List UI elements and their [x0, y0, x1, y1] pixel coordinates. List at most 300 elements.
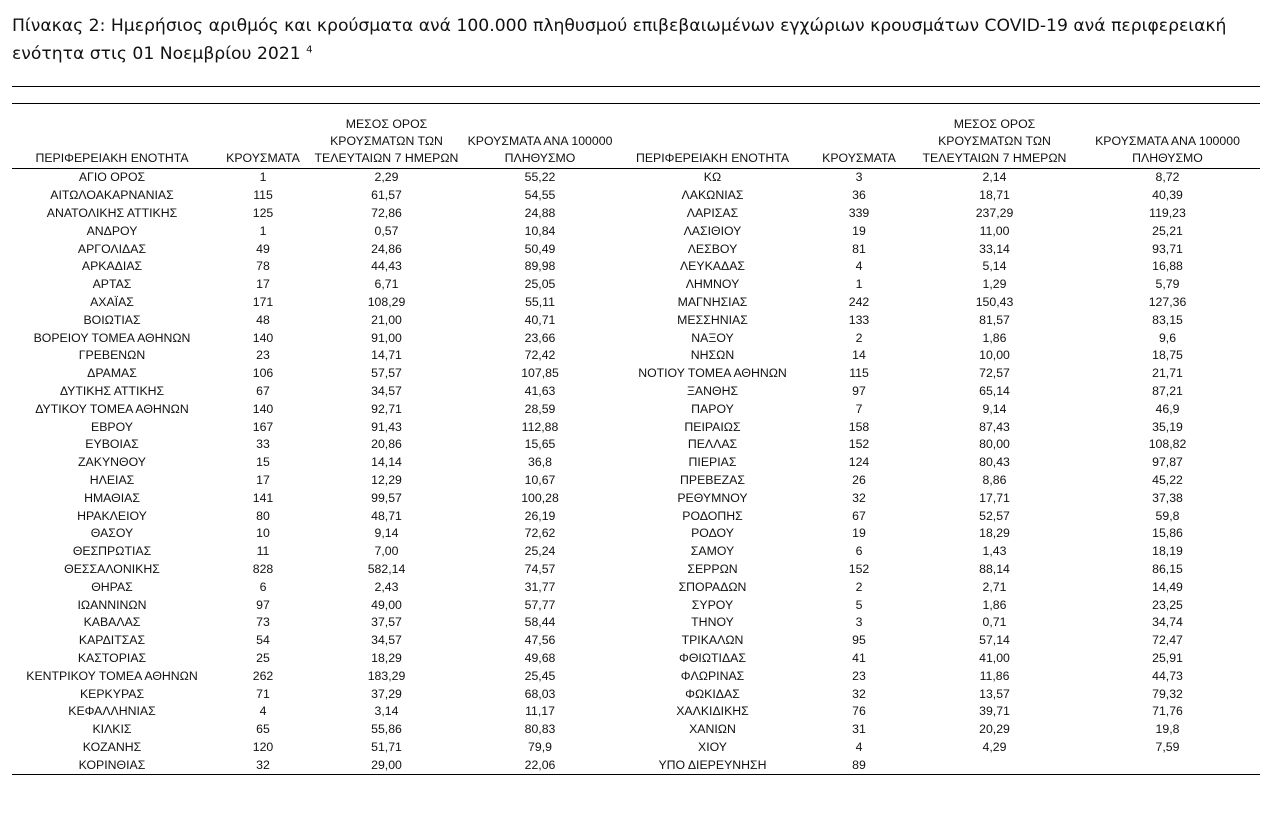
right-unit-cell: ΚΩ — [703, 170, 722, 185]
left-avg7-cell: 57,57 — [371, 366, 402, 381]
right-cases-cell: 32 — [852, 686, 866, 701]
left-unit-cell: ΑΝΑΤΟΛΙΚΗΣ ΑΤΤΙΚΗΣ — [46, 205, 178, 220]
left-per100k-cell: 89,98 — [524, 259, 556, 274]
caption-text: Πίνακας 2: Ημερήσιος αριθμός και κρούσματα ανά 100.000 πληθυσμού επιβεβαιωμένων εγχώριων κρουσμάτων COVID-19 ανά περιφερειακή ενότητα στις 01 Νοεμβρίου 2021 — [12, 16, 1227, 64]
left-cases-cell: 10 — [256, 526, 270, 541]
right-avg7-cell: 9,14 — [982, 401, 1007, 416]
right-avg7-cell: 20,29 — [979, 722, 1010, 737]
right-avg7-cell: 237,29 — [975, 205, 1014, 220]
right-unit-cell: ΣΥΡΟΥ — [691, 597, 734, 612]
left-cases-cell: 97 — [256, 597, 270, 612]
table-row — [12, 400, 1260, 418]
header-cases-right: ΚΡΟΥΣΜΑΤΑ — [822, 151, 896, 165]
right-unit-cell: ΝΗΣΩΝ — [690, 348, 735, 363]
left-cases-cell: 80 — [256, 508, 270, 523]
right-avg7-cell: 18,71 — [979, 188, 1010, 203]
left-per100k-cell: 40,71 — [524, 312, 556, 327]
right-avg7-cell: 88,14 — [979, 561, 1010, 576]
right-unit-cell: ΛΕΥΚΑΔΑΣ — [679, 259, 746, 274]
right-avg7-cell: 2,71 — [982, 579, 1007, 594]
left-unit-cell: ΘΕΣΣΑΛΟΝΙΚΗΣ — [64, 561, 160, 576]
right-unit-cell: ΡΟΔΟΥ — [691, 526, 734, 541]
left-per100k-cell: 10,67 — [524, 472, 556, 487]
footnote-marker: 4 — [306, 44, 313, 56]
right-cases-cell: 4 — [855, 739, 863, 754]
left-unit-cell: ΘΗΡΑΣ — [91, 579, 133, 594]
right-unit-cell: ΧΑΝΙΩΝ — [689, 722, 736, 737]
left-per100k-cell: 10,84 — [524, 223, 556, 238]
left-per100k-cell: 74,57 — [524, 561, 556, 576]
table-row — [12, 756, 1260, 774]
table-row — [12, 507, 1260, 525]
left-cases-cell: 11 — [256, 544, 270, 559]
right-cases-cell: 124 — [848, 455, 870, 470]
left-cases-cell: 120 — [252, 739, 274, 754]
right-unit-cell: ΛΑΣΙΘΙΟΥ — [683, 223, 742, 238]
right-per100k-cell: 108,82 — [1148, 437, 1187, 452]
right-unit-cell: ΤΗΝΟΥ — [691, 615, 734, 630]
top-rule — [12, 86, 1260, 87]
left-unit-cell: ΚΕΝΤΡΙΚΟΥ ΤΟΜΕΑ ΑΘΗΝΩΝ — [26, 668, 198, 683]
table-row — [12, 721, 1260, 739]
left-cases-cell: 71 — [256, 686, 270, 701]
right-per100k-cell: 97,87 — [1152, 455, 1183, 470]
right-cases-cell: 5 — [855, 597, 863, 612]
right-per100k-cell: 18,75 — [1152, 348, 1183, 363]
right-per100k-cell: 79,32 — [1152, 686, 1183, 701]
left-per100k-cell: 31,77 — [524, 579, 556, 594]
right-per100k-cell: 15,86 — [1152, 526, 1183, 541]
left-per100k-cell: 49,68 — [524, 650, 556, 665]
table-row — [12, 187, 1260, 205]
right-unit-cell: ΛΑΡΙΣΑΣ — [686, 205, 739, 220]
left-per100k-cell: 23,66 — [524, 330, 556, 345]
header-avg7-line: ΜΕΣΟΣ ΟΡΟΣ — [953, 117, 1036, 131]
right-avg7-cell: 18,29 — [979, 526, 1010, 541]
right-unit-cell: ΡΕΘΥΜΝΟΥ — [677, 490, 748, 505]
left-avg7-cell: 582,14 — [367, 561, 406, 576]
left-unit-cell: ΚΑΣΤΟΡΙΑΣ — [77, 650, 147, 665]
right-cases-cell: 6 — [855, 544, 863, 559]
left-per100k-cell: 28,59 — [524, 401, 556, 416]
left-avg7-cell: 37,29 — [371, 686, 402, 701]
left-cases-cell: 23 — [256, 348, 270, 363]
header-avg7-line: ΜΕΣΟΣ ΟΡΟΣ — [345, 117, 428, 131]
right-per100k-cell: 14,49 — [1152, 579, 1183, 594]
right-avg7-cell: 5,14 — [982, 259, 1007, 274]
left-unit-cell: ΑΡΓΟΛΙΔΑΣ — [77, 241, 147, 256]
right-unit-cell: ΤΡΙΚΑΛΩΝ — [681, 633, 744, 648]
header-per100k-line: ΚΡΟΥΣΜΑΤΑ ΑΝΑ 100000 — [1095, 134, 1240, 148]
left-avg7-cell: 29,00 — [371, 757, 402, 772]
right-unit-cell: ΜΑΓΝΗΣΙΑΣ — [677, 294, 748, 309]
left-avg7-cell: 7,00 — [374, 544, 399, 559]
right-cases-cell: 31 — [852, 722, 866, 737]
left-unit-cell: ΚΑΒΑΛΑΣ — [83, 615, 141, 630]
left-unit-cell: ΕΒΡΟΥ — [91, 419, 133, 434]
right-avg7-cell: 2,14 — [982, 170, 1007, 185]
left-avg7-cell: 9,14 — [374, 526, 399, 541]
right-cases-cell: 89 — [852, 757, 866, 772]
right-per100k-cell: 83,15 — [1152, 312, 1183, 327]
header-avg7-line: ΚΡΟΥΣΜΑΤΩΝ ΤΩΝ — [330, 134, 443, 148]
left-per100k-cell: 79,9 — [528, 739, 552, 754]
left-unit-cell: ΔΡΑΜΑΣ — [87, 366, 137, 381]
right-per100k-cell: 7,59 — [1155, 739, 1180, 754]
right-avg7-cell: 150,43 — [975, 294, 1014, 309]
left-cases-cell: 140 — [252, 401, 274, 416]
table-row — [12, 543, 1260, 561]
left-unit-cell: ΒΟΙΩΤΙΑΣ — [83, 312, 141, 327]
covid-cases-table — [12, 116, 1260, 775]
right-per100k-cell: 44,73 — [1152, 668, 1183, 683]
table-row — [12, 222, 1260, 240]
right-cases-cell: 2 — [855, 330, 863, 345]
left-per100k-cell: 57,77 — [524, 597, 556, 612]
right-per100k-cell: 45,22 — [1152, 472, 1183, 487]
table-row — [12, 685, 1260, 703]
left-avg7-cell: 72,86 — [371, 205, 402, 220]
right-per100k-cell: 5,79 — [1155, 277, 1180, 292]
left-avg7-cell: 3,14 — [374, 704, 399, 719]
left-avg7-cell: 108,29 — [367, 294, 406, 309]
right-unit-cell: ΣΑΜΟΥ — [690, 544, 735, 559]
table-row — [12, 347, 1260, 365]
left-per100k-cell: 25,05 — [524, 277, 556, 292]
right-avg7-cell: 39,71 — [979, 704, 1010, 719]
table-row — [12, 169, 1260, 187]
right-cases-cell: 19 — [852, 223, 866, 238]
right-per100k-cell: 9,6 — [1158, 330, 1177, 345]
right-avg7-cell: 0,71 — [982, 615, 1007, 630]
left-unit-cell: ΑΧΑΪΑΣ — [90, 294, 134, 309]
right-per100k-cell: 86,15 — [1152, 561, 1183, 576]
table-row — [12, 614, 1260, 632]
left-cases-cell: 1 — [259, 170, 267, 185]
table-row — [12, 294, 1260, 312]
table-row — [12, 311, 1260, 329]
right-avg7-cell: 1,86 — [982, 597, 1007, 612]
left-unit-cell: ΔΥΤΙΚΟΥ ΤΟΜΕΑ ΑΘΗΝΩΝ — [35, 401, 189, 416]
left-avg7-cell: 2,43 — [374, 579, 399, 594]
left-unit-cell: ΑΝΔΡΟΥ — [86, 223, 138, 238]
left-per100k-cell: 41,63 — [524, 383, 556, 398]
left-per100k-cell: 22,06 — [524, 757, 556, 772]
left-avg7-cell: 61,57 — [371, 188, 402, 203]
right-cases-cell: 3 — [855, 170, 863, 185]
left-per100k-cell: 47,56 — [524, 633, 556, 648]
header-unit-left: ΠΕΡΙΦΕΡΕΙΑΚΗ ΕΝΟΤΗΤΑ — [35, 151, 189, 165]
right-per100k-cell: 46,9 — [1155, 401, 1180, 416]
left-per100k-cell: 24,88 — [524, 205, 556, 220]
header-per100k-line: ΚΡΟΥΣΜΑΤΑ ΑΝΑ 100000 — [467, 134, 613, 148]
right-per100k-cell: 19,8 — [1155, 722, 1180, 737]
right-per100k-cell: 37,38 — [1152, 490, 1183, 505]
left-unit-cell: ΗΛΕΙΑΣ — [89, 472, 135, 487]
right-avg7-cell: 57,14 — [979, 633, 1010, 648]
right-avg7-cell: 4,29 — [982, 739, 1007, 754]
left-avg7-cell: 21,00 — [371, 312, 402, 327]
right-unit-cell: ΞΑΝΘΗΣ — [686, 383, 739, 398]
left-cases-cell: 1 — [259, 223, 267, 238]
left-cases-cell: 115 — [253, 188, 273, 203]
left-avg7-cell: 37,57 — [371, 615, 402, 630]
left-per100k-cell: 50,49 — [524, 241, 556, 256]
right-per100k-cell: 16,88 — [1152, 259, 1183, 274]
right-cases-cell: 97 — [852, 383, 866, 398]
right-per100k-cell: 25,21 — [1152, 223, 1183, 238]
header-avg7-right — [914, 116, 1075, 169]
table-row — [12, 276, 1260, 294]
right-unit-cell: ΝΟΤΙΟΥ ΤΟΜΕΑ ΑΘΗΝΩΝ — [638, 366, 787, 381]
right-avg7-cell: 10,00 — [979, 348, 1010, 363]
left-unit-cell: ΚΟΡΙΝΘΙΑΣ — [78, 757, 146, 772]
right-per100k-cell: 59,8 — [1155, 508, 1180, 523]
header-rule — [12, 103, 1260, 104]
left-per100k-cell: 36,8 — [528, 455, 552, 470]
right-cases-cell: 19 — [852, 526, 866, 541]
right-per100k-cell: 8,72 — [1155, 170, 1180, 185]
right-avg7-cell: 80,00 — [979, 437, 1010, 452]
right-avg7-cell: 52,57 — [979, 508, 1010, 523]
left-per100k-cell: 55,22 — [524, 170, 556, 185]
left-per100k-cell: 58,44 — [524, 615, 556, 630]
left-unit-cell: ΒΟΡΕΙΟΥ ΤΟΜΕΑ ΑΘΗΝΩΝ — [33, 330, 191, 345]
table-row — [12, 418, 1260, 436]
header-unit-right: ΠΕΡΙΦΕΡΕΙΑΚΗ ΕΝΟΤΗΤΑ — [635, 151, 790, 165]
right-unit-cell: ΣΕΡΡΩΝ — [687, 561, 738, 576]
right-cases-cell: 76 — [852, 704, 866, 719]
left-unit-cell: ΗΡΑΚΛΕΙΟΥ — [77, 508, 147, 523]
left-unit-cell: ΚΑΡΔΙΤΣΑΣ — [78, 633, 146, 648]
header-cases-left: ΚΡΟΥΣΜΑΤΑ — [226, 151, 300, 165]
left-unit-cell: ΖΑΚΥΝΘΟΥ — [78, 455, 146, 470]
header-avg7-line: ΤΕΛΕΥΤΑΙΩΝ 7 ΗΜΕΡΩΝ — [314, 151, 459, 165]
left-avg7-cell: 14,71 — [371, 348, 402, 363]
right-avg7-cell: 8,86 — [982, 472, 1007, 487]
table-row — [12, 578, 1260, 596]
table-row — [12, 454, 1260, 472]
left-unit-cell: ΑΓΙΟ ΟΡΟΣ — [78, 170, 146, 185]
left-per100k-cell: 80,83 — [524, 722, 556, 737]
right-unit-cell: ΦΛΩΡΙΝΑΣ — [680, 668, 745, 683]
left-cases-cell: 17 — [256, 277, 270, 292]
left-unit-cell: ΑΡΤΑΣ — [92, 277, 132, 292]
header-per100k-right — [1075, 116, 1260, 169]
right-cases-cell: 67 — [852, 508, 866, 523]
header-per100k-line: ΠΛΗΘΥΣΜΟ — [1132, 151, 1203, 165]
right-cases-cell: 95 — [852, 633, 866, 648]
left-per100k-cell: 100,28 — [521, 490, 559, 505]
left-avg7-cell: 6,71 — [374, 277, 399, 292]
right-unit-cell: ΠΙΕΡΙΑΣ — [688, 455, 737, 470]
right-avg7-cell: 1,29 — [982, 277, 1007, 292]
right-avg7-cell: 72,57 — [979, 366, 1010, 381]
right-cases-cell: 115 — [849, 366, 869, 381]
header-per100k-line: ΠΛΗΘΥΣΜΟ — [504, 151, 576, 165]
right-avg7-cell: 33,14 — [979, 241, 1010, 256]
table-row — [12, 525, 1260, 543]
table-row — [12, 667, 1260, 685]
right-cases-cell: 81 — [852, 241, 866, 256]
right-cases-cell: 14 — [852, 348, 866, 363]
left-avg7-cell: 99,57 — [371, 490, 402, 505]
left-cases-cell: 6 — [259, 579, 267, 594]
right-unit-cell: ΠΕΛΛΑΣ — [687, 437, 738, 452]
table-row — [12, 258, 1260, 276]
right-avg7-cell: 80,43 — [979, 455, 1010, 470]
left-per100k-cell: 26,19 — [524, 508, 556, 523]
left-per100k-cell: 15,65 — [524, 437, 556, 452]
right-per100k-cell: 72,47 — [1152, 633, 1183, 648]
left-unit-cell: ΔΥΤΙΚΗΣ ΑΤΤΙΚΗΣ — [59, 383, 165, 398]
right-per100k-cell: 40,39 — [1152, 188, 1183, 203]
right-unit-cell: ΡΟΔΟΠΗΣ — [682, 508, 743, 523]
right-avg7-cell: 41,00 — [979, 650, 1010, 665]
right-unit-cell: ΠΡΕΒΕΖΑΣ — [679, 472, 745, 487]
right-avg7-cell: 1,43 — [982, 544, 1007, 559]
right-per100k-cell: 18,19 — [1152, 544, 1183, 559]
left-unit-cell: ΑΡΚΑΔΙΑΣ — [81, 259, 143, 274]
right-avg7-cell: 87,43 — [979, 419, 1010, 434]
left-cases-cell: 141 — [252, 490, 274, 505]
right-cases-cell: 242 — [848, 294, 870, 309]
left-avg7-cell: 183,29 — [367, 668, 406, 683]
left-cases-cell: 65 — [256, 722, 270, 737]
left-per100k-cell: 54,55 — [524, 188, 556, 203]
right-avg7-cell: 1,86 — [982, 330, 1007, 345]
left-avg7-cell: 34,57 — [371, 383, 402, 398]
left-avg7-cell: 48,71 — [371, 508, 402, 523]
table-row — [12, 596, 1260, 614]
right-unit-cell: ΦΩΚΙΔΑΣ — [685, 686, 740, 701]
left-cases-cell: 106 — [252, 366, 274, 381]
left-unit-cell: ΑΙΤΩΛΟΑΚΑΡΝΑΝΙΑΣ — [50, 188, 174, 203]
right-cases-cell: 3 — [855, 615, 863, 630]
left-avg7-cell: 92,71 — [371, 401, 402, 416]
left-avg7-cell: 20,86 — [371, 437, 402, 452]
right-cases-cell: 339 — [848, 205, 870, 220]
table-row — [12, 489, 1260, 507]
left-per100k-cell: 55,11 — [525, 294, 555, 309]
left-cases-cell: 167 — [252, 419, 274, 434]
left-cases-cell: 25 — [256, 650, 270, 665]
left-per100k-cell: 72,42 — [524, 348, 556, 363]
left-unit-cell: ΕΥΒΟΙΑΣ — [85, 437, 139, 452]
right-cases-cell: 152 — [848, 437, 870, 452]
table-row — [12, 739, 1260, 757]
right-unit-cell: ΠΕΙΡΑΙΩΣ — [684, 419, 741, 434]
left-unit-cell: ΚΙΛΚΙΣ — [92, 722, 132, 737]
right-avg7-cell: 81,57 — [979, 312, 1010, 327]
right-cases-cell: 41 — [852, 650, 866, 665]
left-cases-cell: 67 — [256, 383, 270, 398]
left-unit-cell: ΚΕΦΑΛΛΗΝΙΑΣ — [68, 704, 156, 719]
right-cases-cell: 133 — [848, 312, 870, 327]
table-row — [12, 436, 1260, 454]
left-avg7-cell: 24,86 — [371, 241, 402, 256]
header-avg7-line: ΤΕΛΕΥΤΑΙΩΝ 7 ΗΜΕΡΩΝ — [922, 151, 1067, 165]
right-per100k-cell: 119,23 — [1149, 205, 1186, 220]
left-cases-cell: 73 — [256, 615, 270, 630]
left-per100k-cell: 68,03 — [524, 686, 556, 701]
right-unit-cell: ΧΙΟΥ — [698, 739, 727, 754]
left-avg7-cell: 91,43 — [371, 419, 402, 434]
table-row — [12, 472, 1260, 490]
left-per100k-cell: 107,85 — [521, 366, 559, 381]
right-unit-cell: ΧΑΛΚΙΔΙΚΗΣ — [676, 704, 749, 719]
table-row — [12, 561, 1260, 579]
right-unit-cell: ΠΑΡΟΥ — [691, 401, 734, 416]
left-avg7-cell: 12,29 — [371, 472, 402, 487]
left-cases-cell: 48 — [256, 312, 270, 327]
right-unit-cell: ΛΗΜΝΟΥ — [685, 277, 740, 292]
left-cases-cell: 15 — [256, 455, 270, 470]
header-per100k-left — [459, 116, 621, 169]
left-unit-cell: ΓΡΕΒΕΝΩΝ — [78, 348, 146, 363]
left-unit-cell: ΙΩΑΝΝΙΝΩΝ — [77, 597, 147, 612]
left-cases-cell: 140 — [252, 330, 274, 345]
right-per100k-cell: 35,19 — [1152, 419, 1183, 434]
right-per100k-cell: 23,25 — [1152, 597, 1183, 612]
left-avg7-cell: 91,00 — [371, 330, 402, 345]
right-cases-cell: 4 — [855, 259, 863, 274]
right-cases-cell: 1 — [855, 277, 863, 292]
left-cases-cell: 125 — [252, 205, 274, 220]
table-row — [12, 383, 1260, 401]
left-cases-cell: 17 — [256, 472, 270, 487]
right-avg7-cell: 11,86 — [979, 668, 1010, 683]
left-per100k-cell: 25,24 — [524, 544, 556, 559]
right-unit-cell: ΛΕΣΒΟΥ — [687, 241, 738, 256]
left-per100k-cell: 11,17 — [525, 704, 555, 719]
left-avg7-cell: 14,14 — [371, 455, 402, 470]
left-avg7-cell: 44,43 — [371, 259, 402, 274]
left-cases-cell: 32 — [256, 757, 270, 772]
left-cases-cell: 4 — [259, 704, 267, 719]
right-cases-cell: 152 — [848, 561, 870, 576]
left-cases-cell: 828 — [252, 561, 274, 576]
right-per100k-cell: 25,91 — [1152, 650, 1183, 665]
left-unit-cell: ΗΜΑΘΙΑΣ — [84, 490, 140, 505]
right-avg7-cell: 65,14 — [979, 383, 1010, 398]
right-per100k-cell: 87,21 — [1152, 383, 1183, 398]
left-cases-cell: 54 — [256, 633, 270, 648]
right-per100k-cell: 127,36 — [1148, 294, 1187, 309]
right-unit-cell: ΛΑΚΩΝΙΑΣ — [681, 188, 744, 203]
left-per100k-cell: 72,62 — [524, 526, 556, 541]
right-avg7-cell: 13,57 — [979, 686, 1010, 701]
header-avg7-left — [314, 116, 459, 169]
left-avg7-cell: 2,29 — [374, 170, 399, 185]
left-cases-cell: 171 — [252, 294, 274, 309]
right-per100k-cell — [1075, 756, 1260, 774]
left-per100k-cell: 25,45 — [524, 668, 556, 683]
right-unit-cell: ΦΘΙΩΤΙΔΑΣ — [679, 650, 746, 665]
left-unit-cell: ΘΑΣΟΥ — [90, 526, 134, 541]
table-row — [12, 703, 1260, 721]
left-avg7-cell: 49,00 — [371, 597, 402, 612]
left-avg7-cell: 34,57 — [371, 633, 402, 648]
right-cases-cell: 7 — [855, 401, 863, 416]
table-row — [12, 632, 1260, 650]
right-unit-cell: ΜΕΣΣΗΝΙΑΣ — [677, 312, 748, 327]
right-avg7-cell — [914, 756, 1075, 774]
right-cases-cell: 158 — [848, 419, 870, 434]
right-avg7-cell: 11,00 — [979, 223, 1010, 238]
right-per100k-cell: 34,74 — [1152, 615, 1183, 630]
right-unit-cell: ΥΠΟ ΔΙΕΡΕΥΝΗΣΗ — [658, 757, 767, 772]
